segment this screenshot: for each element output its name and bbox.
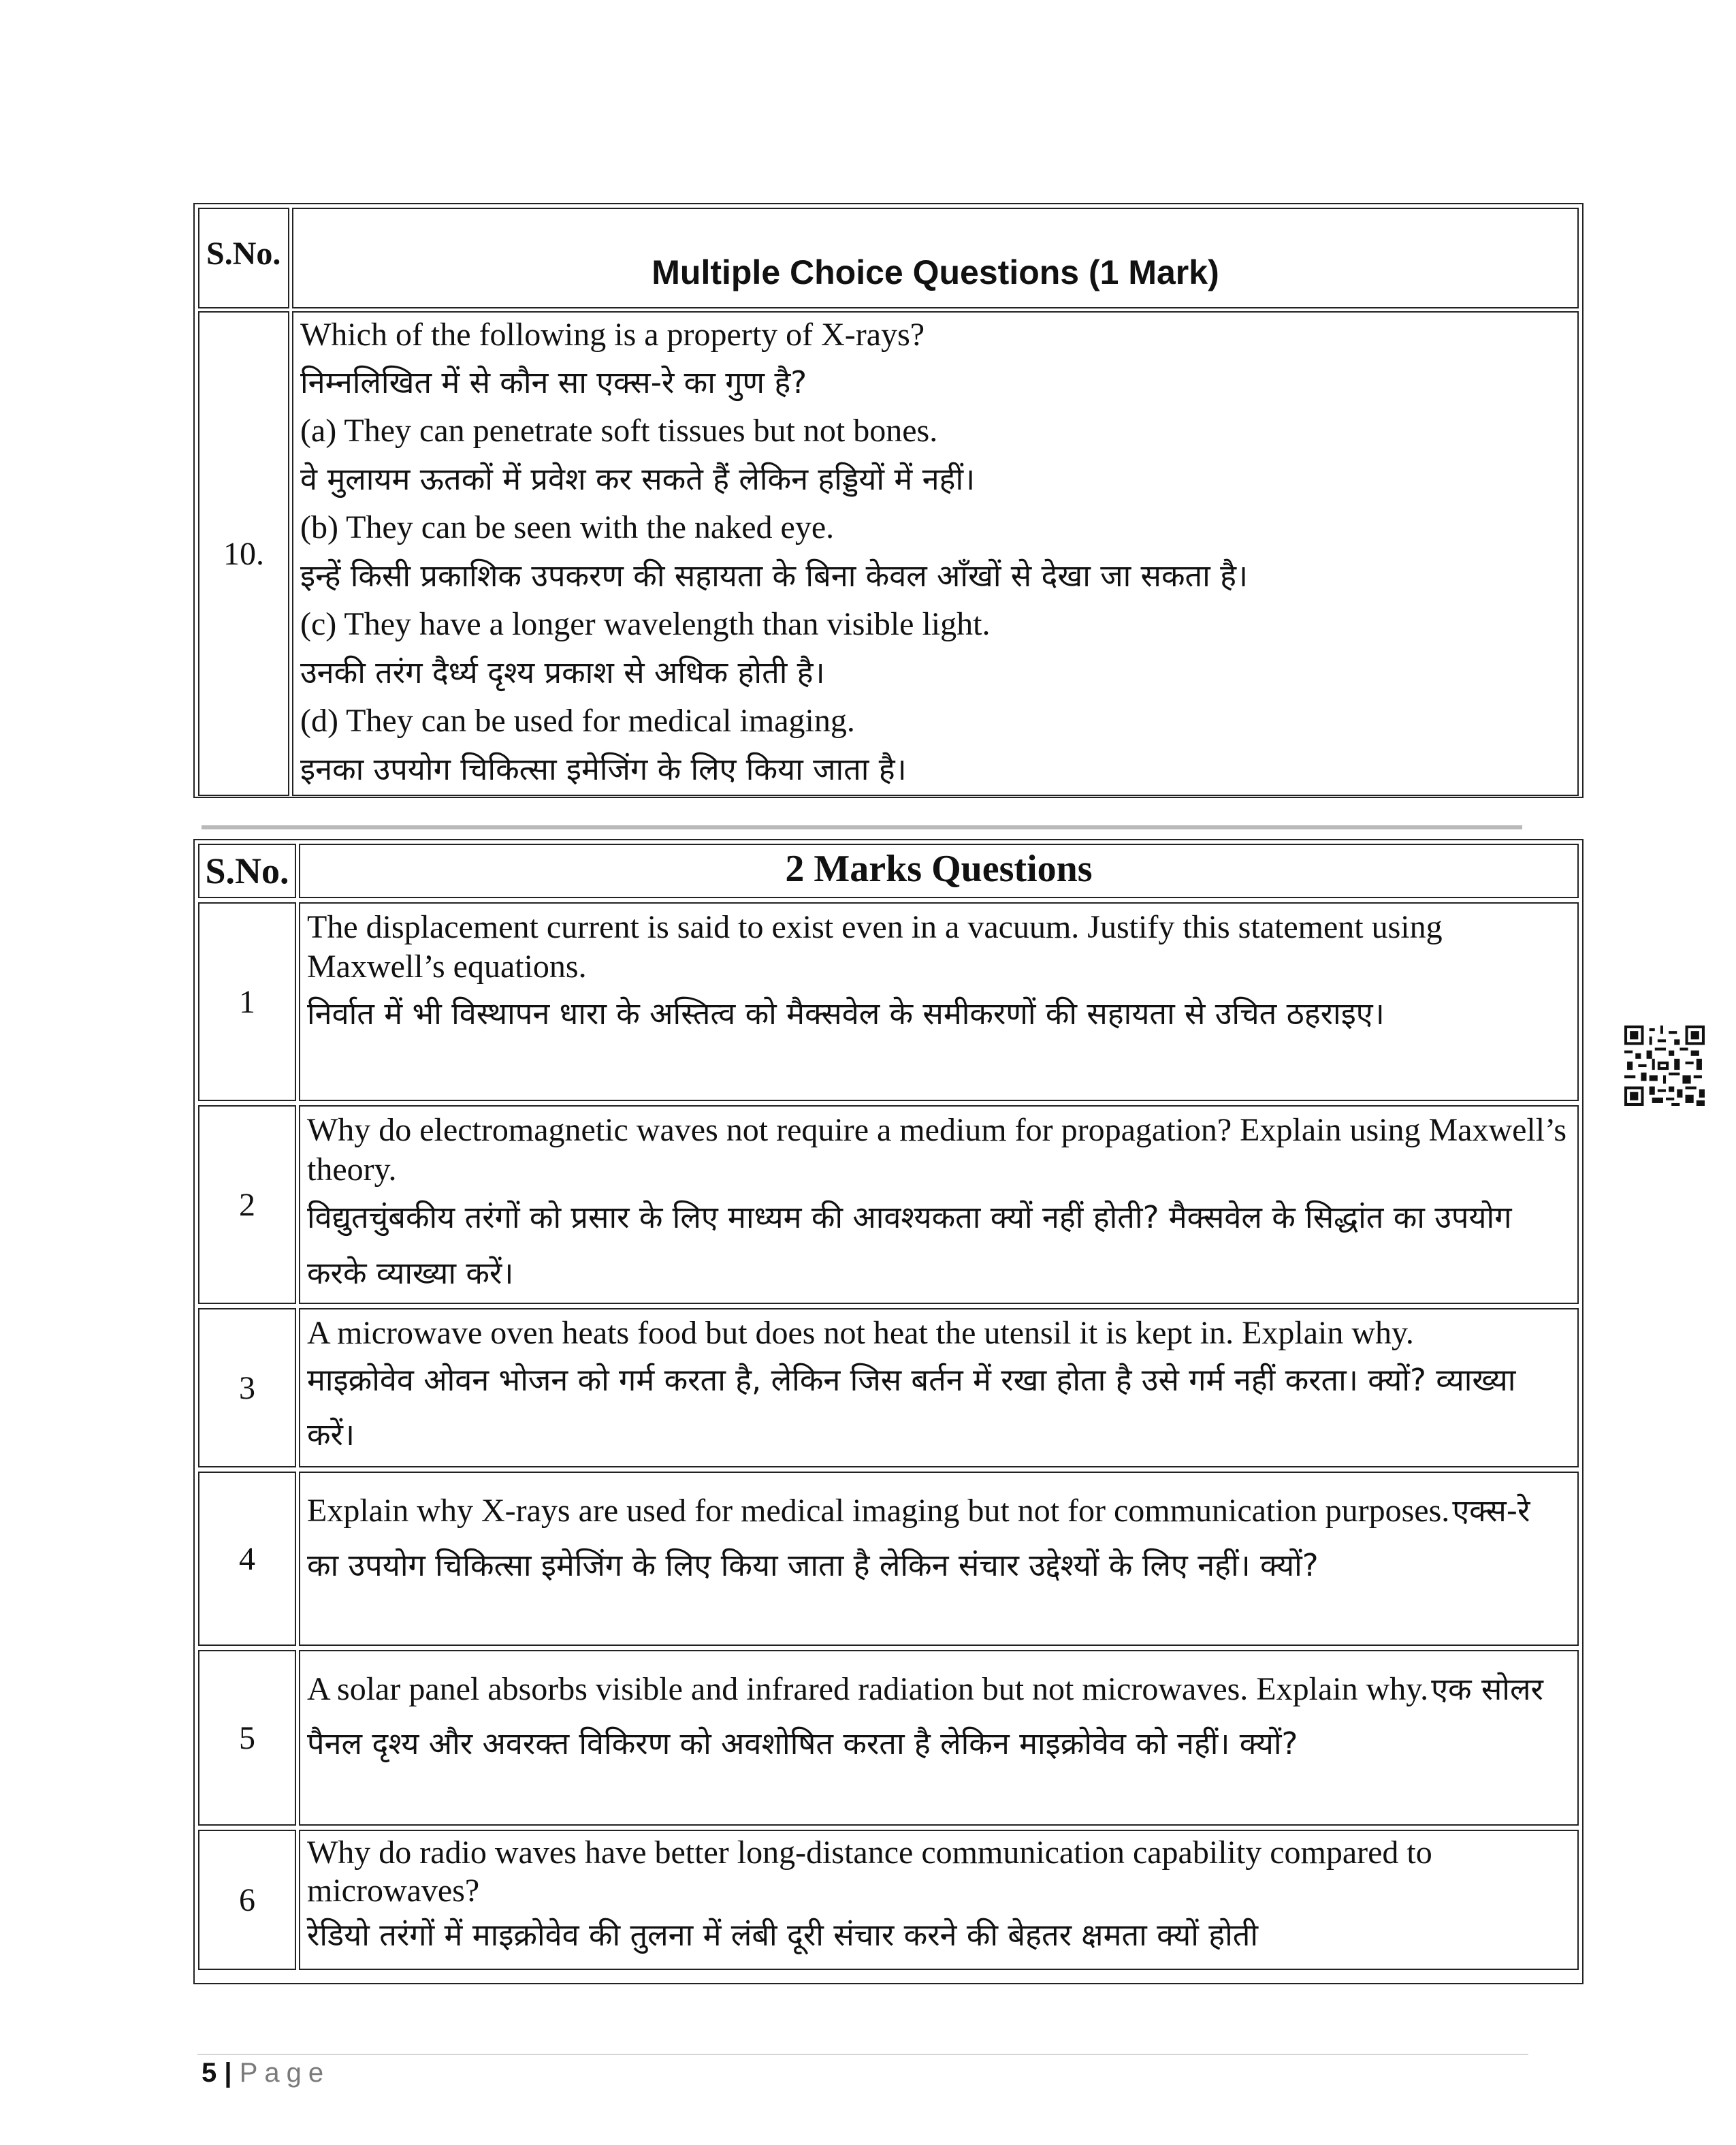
question-text: Explain why X-rays are used for medical imaging but not for communication purposes.: [307, 1493, 1450, 1529]
option-d: (d) They can be used for medical imaging.: [300, 703, 855, 739]
page-label: Page: [239, 2058, 331, 2088]
option-c-hindi: उनकी तरंग दैर्ध्य दृश्य प्रकाश से अधिक होती है।: [300, 654, 825, 690]
question-text-hindi: माइक्रोवेव ओवन भोजन को गर्म करता है, लेकिन जिस बर्तन में रखा होता है उसे गर्म नहीं करता। क्यों? व्याख्या करें।: [307, 1362, 1516, 1452]
mcq-table: [193, 203, 1584, 798]
question-content: [299, 1650, 1579, 1826]
question-text-hindi: एक सोलर पैनल दृश्य और अवरक्त विकिरण को अवशोषित करता है लेकिन माइक्रोवेव को नहीं। क्यों?: [307, 1671, 1543, 1762]
question-content: [299, 902, 1579, 1101]
footer-divider: [197, 2054, 1528, 2055]
question-content: [299, 1308, 1579, 1467]
question-text-hindi: निम्नलिखित में से कौन सा एक्स-रे का गुण है?: [300, 364, 807, 400]
question-number: 3: [198, 1308, 296, 1467]
option-b-hindi: इन्हें किसी प्रकाशिक उपकरण की सहायता के बिना केवल आँखों से देखा जा सकता है।: [300, 558, 1249, 594]
question-text-hindi: एक्स-रे का उपयोग चिकित्सा इमेजिंग के लिए किया जाता है लेकिन संचार उद्देश्यों के लिए नहीं। क्यों?: [307, 1493, 1530, 1583]
question-text-hindi: विद्युतचुंबकीय तरंगों को प्रसार के लिए माध्यम की आवश्यकता क्यों नहीं होती? मैक्सवेल के सिद्धांत का उपयोग करके व्याख्या करें।: [307, 1199, 1512, 1291]
page-number: 5: [202, 2058, 217, 2088]
mcq-section-title: Multiple Choice Questions (1 Mark): [292, 208, 1579, 308]
question-number: 1: [198, 902, 296, 1101]
two-marks-table: [193, 839, 1584, 1984]
option-a: (a) They can penetrate soft tissues but not bones.: [300, 413, 938, 449]
question-number: 5: [198, 1650, 296, 1826]
question-number: 4: [198, 1472, 296, 1646]
question-content: [292, 311, 1579, 796]
option-c: (c) They have a longer wavelength than visible light.: [300, 606, 991, 642]
page-footer: [202, 2058, 330, 2088]
question-text-hindi: निर्वात में भी विस्थापन धारा के अस्तित्व को मैक्सवेल के समीकरणों की सहायता से उचित ठहराइए।: [307, 996, 1385, 1032]
question-content: [299, 1472, 1579, 1646]
question-text: Why do electromagnetic waves not require a medium for propagation? Explain using Maxwell’s theory.: [307, 1112, 1567, 1188]
question-content: [299, 1105, 1579, 1304]
section-divider: [202, 825, 1522, 829]
question-text: Why do radio waves have better long-distance communication capability compared to microwaves?: [307, 1834, 1432, 1909]
question-text: A solar panel absorbs visible and infrared radiation but not microwaves. Explain why.: [307, 1671, 1429, 1707]
option-b: (b) They can be seen with the naked eye.: [300, 509, 835, 545]
question-number: 2: [198, 1105, 296, 1304]
qr-code-icon: [1624, 1026, 1705, 1106]
question-number: 10.: [198, 311, 289, 796]
question-text: A microwave oven heats food but does not heat the utensil it is kept in. Explain why.: [307, 1315, 1414, 1351]
sno-header: S.No.: [198, 844, 296, 898]
option-d-hindi: इनका उपयोग चिकित्सा इमेजिंग के लिए किया जाता है।: [300, 751, 907, 787]
two-marks-section-title: 2 Marks Questions: [299, 844, 1579, 898]
question-text: The displacement current is said to exist even in a vacuum. Justify this statement using Maxwell’s equations.: [307, 909, 1443, 985]
question-number: 6: [198, 1830, 296, 1970]
footer-separator: |: [224, 2058, 232, 2088]
question-text: Which of the following is a property of X-rays?: [300, 317, 925, 353]
sno-header: S.No.: [198, 208, 289, 308]
question-text-hindi: रेडियो तरंगों में माइक्रोवेव की तुलना में लंबी दूरी संचार करने की बेहतर क्षमता क्यों होती: [307, 1917, 1259, 1953]
option-a-hindi: वे मुलायम ऊतकों में प्रवेश कर सकते हैं लेकिन हड्डियों में नहीं।: [300, 461, 976, 497]
question-content: [299, 1830, 1579, 1970]
